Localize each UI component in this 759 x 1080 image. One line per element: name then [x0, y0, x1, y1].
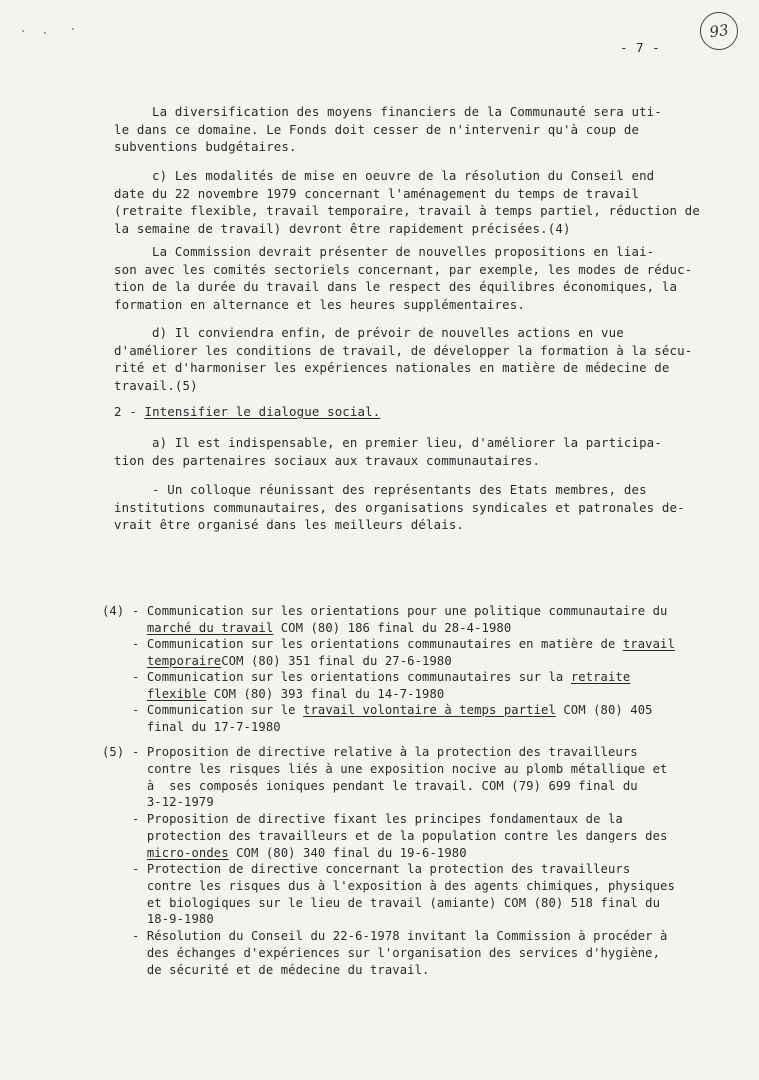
section-heading	[114, 403, 380, 421]
paragraph-commission: La Commission devrait présenter de nouvelles propositions en liai- son avec les comités sectoriels concernant, par exemple, les modes de réduc- tion de la durée du travail dans le respect des équilibres économiques, la formation en alternance et les heures supplémentaires.	[114, 244, 693, 312]
footnote-5-marker: (5)	[102, 745, 125, 759]
scan-speck	[22, 30, 24, 32]
paragraph-a: a) Il est indispensable, en premier lieu, d'améliorer la participa- tion des partenaires sociaux aux travaux communautaires.	[114, 435, 662, 468]
scan-speck	[44, 32, 46, 34]
paragraph-d: d) Il conviendra enfin, de prévoir de nouvelles actions en vue d'améliorer les conditions de travail, de développer la formation à la sécu- rité et d'harmoniser les expériences nationales en matière de médecine de travail.(5)	[114, 325, 693, 393]
section-number: 2 -	[114, 404, 145, 419]
scan-speck	[72, 28, 74, 30]
page-number: - 7 -	[620, 40, 661, 55]
paragraph-c: c) Les modalités de mise en oeuvre de la résolution du Conseil end date du 22 novembre 1979 concernant l'aménagement du temps de travail (retraite flexible, travail temporaire, travail à temps partiel, réduction de la semaine de travail) devront être rapidement précisées.(4)	[114, 168, 700, 236]
footnote-4-item: - Communication sur les orientations pour une politique communautaire du marché du travail COM (80) 186 final du 28-4-1980	[132, 604, 668, 635]
paragraph-colloque: - Un colloque réunissant des représentants des Etats membres, des institutions communautaires, des organisations syndicales et patronales de- vrait être organisé dans les meilleurs délais.	[114, 482, 685, 533]
footnote-5-item: - Proposition de directive relative à la protection des travailleurs contre les risques liés à une exposition nocive au plomb métallique et à ses composés ioniques pendant le travail. COM (79) 699 final du 3-12-1979	[132, 745, 668, 810]
footnote-4-item: - Communication sur les orientations communautaires en matière de travail temporaireCOM (80) 351 final du 27-6-1980	[132, 637, 675, 668]
section-title: Intensifier le dialogue social.	[144, 404, 381, 419]
footnote-5-item: - Résolution du Conseil du 22-6-1978 invitant la Commission à procéder à des échanges d'expériences sur l'organisation des services d'hygiène, de sécurité et de médecine du travail.	[132, 929, 668, 977]
footnote-4-item: - Communication sur les orientations communautaires sur la retraite flexible COM (80) 393 final du 14-7-1980	[132, 670, 631, 701]
footnote-4-marker: (4)	[102, 604, 125, 618]
paragraph-financing: La diversification des moyens financiers de la Communauté sera uti- le dans ce domaine. Le Fonds doit cesser de n'intervenir qu'à coup de subventions budgétaires.	[114, 104, 662, 155]
footnote-4-item: - Communication sur le travail volontaire à temps partiel COM (80) 405 final du 17-7-1980	[132, 703, 653, 734]
page-stamp: 93	[698, 10, 741, 53]
footnote-5-item: - Proposition de directive fixant les principes fondamentaux de la protection des travailleurs et de la population contre les dangers des micro-ondes COM (80) 340 final du 19-6-1980	[132, 812, 668, 860]
footnote-5-item: - Protection de directive concernant la protection des travailleurs contre les risques dus à l'exposition à des agents chimiques, physiques et biologiques sur le lieu de travail (amiante) COM (80) 518 final du 18-9-1980	[132, 862, 675, 927]
